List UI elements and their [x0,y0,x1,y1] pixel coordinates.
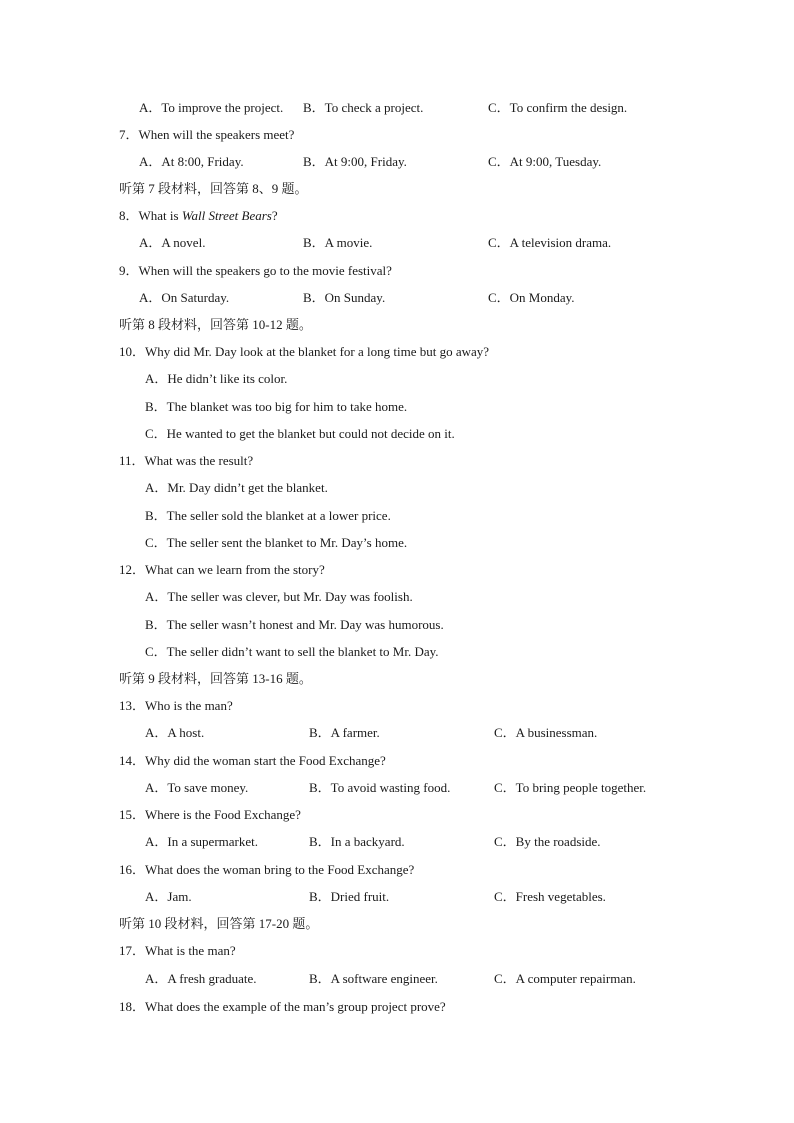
option-a: A．A fresh graduate. [145,971,257,986]
question: 14．Why did the woman start the Food Exchange? [119,753,386,768]
question: 9．When will the speakers go to the movie festival? [119,263,392,278]
section-instruction: 听第 9 段材料，回答第 13-16 题。 [119,671,312,686]
question: 15．Where is the Food Exchange? [119,807,301,822]
option-b: B．A farmer. [309,725,380,740]
option-a: A．In a supermarket. [145,834,258,849]
question-text: 8．What is [119,208,182,223]
option-c: C．To confirm the design. [488,100,628,115]
option-line: B．The seller sold the blanket at a lower price. [145,508,391,523]
option-line: C．The seller didn’t want to sell the blanket to Mr. Day. [145,644,439,659]
option-c: C．To bring people together. [494,780,647,795]
option-b: B．A movie. [303,235,373,250]
option-a: A．At 8:00, Friday. [139,154,244,169]
option-b: B．Dried fruit. [309,889,390,904]
option-b: B．A software engineer. [309,971,438,986]
option-a: A．On Saturday. [139,290,230,305]
option-line: C．The seller sent the blanket to Mr. Day’s home. [145,535,408,550]
option-b: B．On Sunday. [303,290,386,305]
option-line: A．Mr. Day didn’t get the blanket. [145,480,328,495]
section-instruction: 听第 7 段材料，回答第 8、9 题。 [119,181,308,196]
question: 7．When will the speakers meet? [119,127,295,142]
option-a: A．To save money. [145,780,249,795]
option-a: A．To improve the project. [139,100,284,115]
option-b: B．To check a project. [303,100,424,115]
option-line: A．The seller was clever, but Mr. Day was foolish. [145,589,413,604]
option-c: C．A television drama. [488,235,612,250]
option-c: C．On Monday. [488,290,575,305]
option-c: C．Fresh vegetables. [494,889,606,904]
option-line: C．He wanted to get the blanket but could not decide on it. [145,426,455,441]
option-line: B．The seller wasn’t honest and Mr. Day was humorous. [145,617,444,632]
question: 13．Who is the man? [119,698,233,713]
question-text: ? [271,208,278,223]
question: 11．What was the result? [119,453,254,468]
question: 12．What can we learn from the story? [119,562,325,577]
question: 10．Why did Mr. Day look at the blanket for a long time but go away? [119,344,490,359]
option-b: B．At 9:00, Friday. [303,154,407,169]
option-b: B．In a backyard. [309,834,405,849]
question: 16．What does the woman bring to the Food Exchange? [119,862,415,877]
option-a: A．A host. [145,725,205,740]
option-line: A．He didn’t like its color. [145,371,288,386]
question [119,205,278,224]
option-c: C．A computer repairman. [494,971,636,986]
question: 18．What does the example of the man’s group project prove? [119,999,446,1014]
option-c: C．A businessman. [494,725,598,740]
option-a: A．Jam. [145,889,192,904]
option-a: A．A novel. [139,235,206,250]
option-c: C．By the roadside. [494,834,601,849]
section-instruction: 听第 10 段材料，回答第 17-20 题。 [119,916,319,931]
option-b: B．To avoid wasting food. [309,780,451,795]
question: 17．What is the man? [119,943,236,958]
section-instruction: 听第 8 段材料，回答第 10-12 题。 [119,317,312,332]
option-c: C．At 9:00, Tuesday. [488,154,602,169]
italic-title: Wall Street Bears [181,208,272,223]
option-line: B．The blanket was too big for him to take home. [145,399,408,414]
